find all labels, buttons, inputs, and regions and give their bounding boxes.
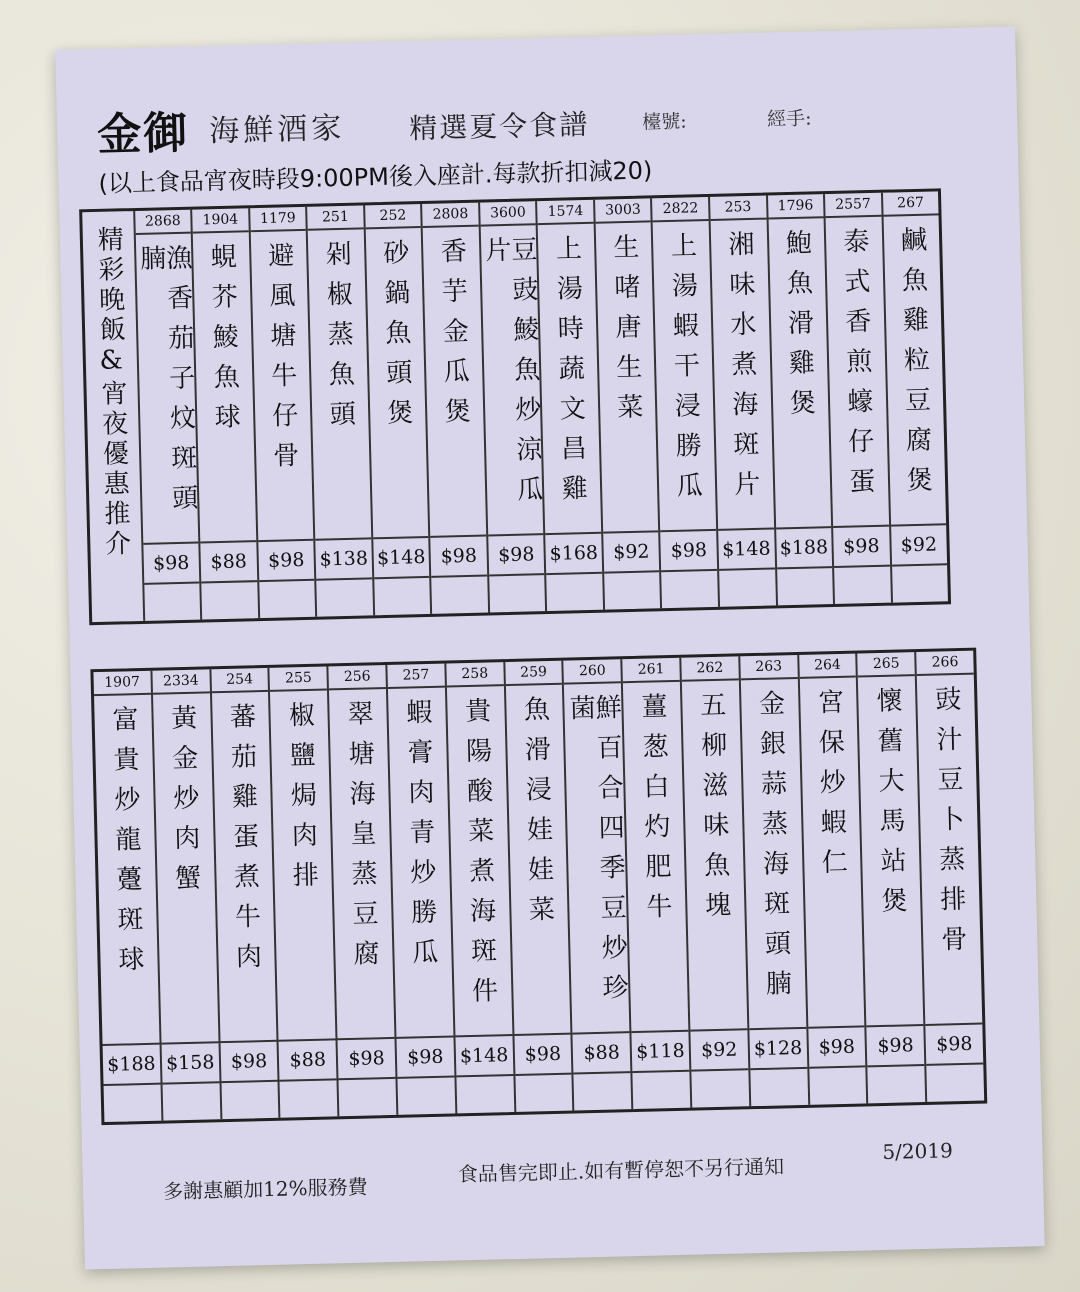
bottom-menu-table	[90, 648, 987, 1126]
item-price: $98	[808, 1025, 866, 1068]
top-menu-item	[192, 208, 260, 619]
item-name: 泰式香煎蠔仔蛋	[838, 227, 876, 508]
item-code: 261	[622, 658, 679, 683]
item-name: 豆豉鯪魚炒涼瓜片	[480, 235, 544, 516]
top-menu-item	[825, 193, 893, 604]
bottom-menu-item	[622, 658, 692, 1109]
bottom-menu-item	[740, 655, 810, 1106]
item-price: $138	[316, 537, 373, 580]
item-code: 251	[307, 205, 363, 230]
order-quantity-cell	[604, 572, 660, 609]
order-quantity-cell	[280, 1080, 338, 1117]
item-code: 2557	[825, 193, 881, 218]
item-code: 267	[883, 191, 939, 216]
item-code: 1179	[250, 207, 306, 232]
item-code: 255	[270, 666, 327, 691]
item-name: 金銀蒜蒸海斑頭腩	[754, 689, 793, 1010]
item-code: 262	[681, 656, 738, 681]
item-price: $98	[661, 529, 718, 572]
item-price: $148	[373, 536, 430, 579]
top-menu-item	[595, 198, 663, 609]
menu-title: 精選夏令食譜	[408, 107, 590, 146]
item-price: $118	[632, 1030, 690, 1073]
bottom-menu-item	[916, 651, 984, 1102]
order-quantity-cell	[777, 568, 833, 605]
item-code: 3600	[480, 201, 536, 226]
order-quantity-cell	[317, 579, 373, 616]
order-quantity-cell	[339, 1079, 397, 1116]
table-number-label: 檯號:	[641, 110, 687, 134]
item-price: $158	[161, 1041, 219, 1084]
item-price: $92	[891, 523, 948, 566]
service-charge-note: 多謝惠顧加12%服務費	[162, 1174, 368, 1204]
item-name: 豉汁豆卜蒸排骨	[930, 684, 968, 966]
order-quantity-cell	[719, 569, 775, 606]
item-name: 五柳滋味魚塊	[695, 690, 732, 932]
item-name: 懷舊大馬站煲	[871, 686, 908, 928]
item-code: 2334	[152, 669, 209, 694]
item-price: $168	[546, 532, 603, 575]
item-code: 2808	[422, 203, 478, 228]
item-code: 264	[799, 654, 856, 679]
item-price: $98	[867, 1024, 925, 1067]
item-price: $98	[220, 1040, 278, 1083]
restaurant-name: 海鮮酒家	[208, 110, 346, 150]
item-code: 253	[710, 196, 766, 221]
item-code: 1796	[768, 194, 824, 219]
item-price: $148	[718, 528, 775, 571]
bottom-menu-item	[211, 668, 281, 1119]
item-name: 椒鹽焗肉排	[284, 700, 319, 902]
bottom-menu-item	[446, 662, 516, 1113]
item-name: 鹹魚雞粒豆腐煲	[896, 225, 933, 507]
order-quantity-cell	[662, 571, 718, 608]
bottom-menu-item	[329, 665, 399, 1116]
item-price: $98	[143, 542, 200, 585]
item-code: 263	[740, 655, 797, 680]
order-quantity-cell	[456, 1076, 514, 1113]
order-quantity-cell	[259, 581, 315, 618]
item-code: 1574	[537, 200, 593, 225]
bottom-menu-item	[270, 666, 340, 1117]
item-price: $98	[431, 535, 488, 578]
top-menu-item	[883, 191, 949, 602]
item-code: 2822	[652, 197, 708, 222]
bottom-menu-item	[681, 656, 751, 1107]
item-price: $98	[396, 1035, 454, 1078]
bottom-menu-item	[152, 669, 222, 1120]
top-menu-item	[537, 200, 605, 611]
dinner-menu-table	[79, 188, 951, 625]
section-label: 精彩晚飯&宵夜優惠推介	[92, 225, 132, 560]
order-quantity-cell	[374, 578, 430, 615]
item-code: 260	[564, 659, 621, 684]
item-name: 避風塘牛仔骨	[263, 241, 300, 482]
item-code: 259	[505, 661, 562, 686]
order-quantity-cell	[926, 1065, 984, 1102]
bottom-menu-item	[387, 664, 457, 1115]
late-night-discount-note: (以上食品宵夜時段9:00PM後入座計.每款折扣減20)	[98, 156, 653, 198]
item-name: 鮮百合四季豆炒珍菌	[564, 693, 629, 1014]
handler-label: 經手:	[766, 107, 812, 131]
bottom-menu-item	[93, 671, 163, 1122]
order-quantity-cell	[202, 582, 258, 619]
item-name: 富貴炒龍躉斑球	[107, 705, 145, 986]
order-quantity-cell	[547, 574, 603, 611]
item-name: 貴陽酸菜煮海斑件	[460, 696, 499, 1018]
top-menu-item	[480, 201, 548, 612]
item-name: 魚滑浸娃娃菜	[519, 695, 555, 936]
order-quantity-cell	[750, 1069, 808, 1106]
item-price: $188	[776, 526, 833, 569]
item-name: 翠塘海皇蒸豆腐	[342, 699, 380, 980]
item-price: $128	[749, 1027, 807, 1070]
item-price: $92	[603, 530, 660, 573]
item-price: $98	[833, 525, 890, 568]
bottom-menu-item	[799, 653, 869, 1104]
item-price: $88	[279, 1038, 337, 1081]
menu-sheet	[55, 26, 1045, 1269]
top-menu-item	[768, 194, 836, 605]
item-price: $188	[103, 1043, 161, 1086]
order-quantity-cell	[633, 1072, 691, 1109]
order-quantity-cell	[432, 577, 488, 614]
top-menu-item	[365, 204, 433, 615]
order-quantity-cell	[515, 1075, 573, 1112]
item-name: 薑葱白灼肥牛	[636, 692, 673, 933]
item-name: 上湯蝦干浸勝瓜	[666, 231, 703, 512]
item-name: 黃金炒肉蟹	[166, 703, 202, 905]
item-code: 1904	[192, 208, 248, 233]
menu-header	[86, 77, 987, 159]
order-quantity-cell	[574, 1073, 632, 1110]
order-quantity-cell	[489, 575, 545, 612]
top-menu-item	[652, 197, 720, 608]
item-price: $98	[514, 1033, 572, 1076]
item-price: $88	[573, 1031, 631, 1074]
order-quantity-cell	[162, 1083, 220, 1120]
order-quantity-cell	[691, 1070, 749, 1107]
item-name: 砂鍋魚頭煲	[378, 238, 414, 440]
item-name: 湘味水煮海斑片	[723, 229, 761, 511]
item-name: 上湯時蔬文昌雞	[551, 234, 588, 515]
item-code: 266	[916, 651, 973, 676]
top-menu-item	[307, 205, 375, 616]
item-code: 257	[387, 664, 444, 689]
top-menu-item	[710, 196, 778, 607]
item-code: 252	[365, 204, 421, 229]
sold-out-notice: 食品售完即止.如有暫停恕不另行通知	[457, 1154, 785, 1187]
item-price: $98	[925, 1023, 983, 1066]
item-name: 香芋金瓜煲	[436, 236, 471, 438]
bottom-menu-item	[564, 659, 634, 1110]
item-code: 2868	[135, 210, 191, 235]
order-quantity-cell	[834, 567, 890, 604]
item-code: 1907	[93, 671, 150, 696]
item-code: 265	[858, 652, 915, 677]
order-quantity-cell	[144, 584, 200, 621]
order-quantity-cell	[221, 1082, 279, 1119]
item-price: $98	[258, 539, 315, 582]
item-name: 剁椒蒸魚頭	[320, 239, 356, 441]
brand-logo: 金御	[96, 107, 190, 161]
order-quantity-cell	[868, 1066, 926, 1103]
top-menu-item	[135, 210, 203, 621]
order-quantity-cell	[892, 565, 948, 602]
order-quantity-cell	[104, 1085, 162, 1122]
menu-date: 5/2019	[882, 1138, 954, 1165]
order-quantity-cell	[809, 1067, 867, 1104]
item-name: 宮保炒蝦仁	[813, 687, 848, 889]
top-menu-item	[250, 207, 318, 618]
bottom-menu-item	[505, 661, 575, 1112]
item-price: $98	[488, 533, 545, 576]
item-code: 3003	[595, 198, 651, 223]
item-code: 258	[446, 662, 503, 687]
order-quantity-cell	[397, 1077, 455, 1114]
item-name: 蝦膏肉青炒勝瓜	[401, 697, 439, 979]
bottom-menu-item	[858, 652, 928, 1103]
item-price: $88	[200, 540, 257, 583]
item-price: $92	[690, 1028, 748, 1071]
item-name: 生啫唐生菜	[608, 232, 644, 434]
item-price: $148	[455, 1034, 513, 1077]
item-code: 254	[211, 668, 268, 693]
item-price: $98	[338, 1037, 396, 1080]
item-name: 蕃茄雞蛋煮牛肉	[225, 702, 263, 983]
top-menu-item	[422, 203, 490, 614]
item-name: 鮑魚滑雞煲	[781, 228, 816, 430]
item-name: 漁香茄子炆斑頭腩	[135, 243, 199, 525]
item-name: 蜆芥鯪魚球	[205, 242, 241, 444]
item-code: 256	[329, 665, 386, 690]
